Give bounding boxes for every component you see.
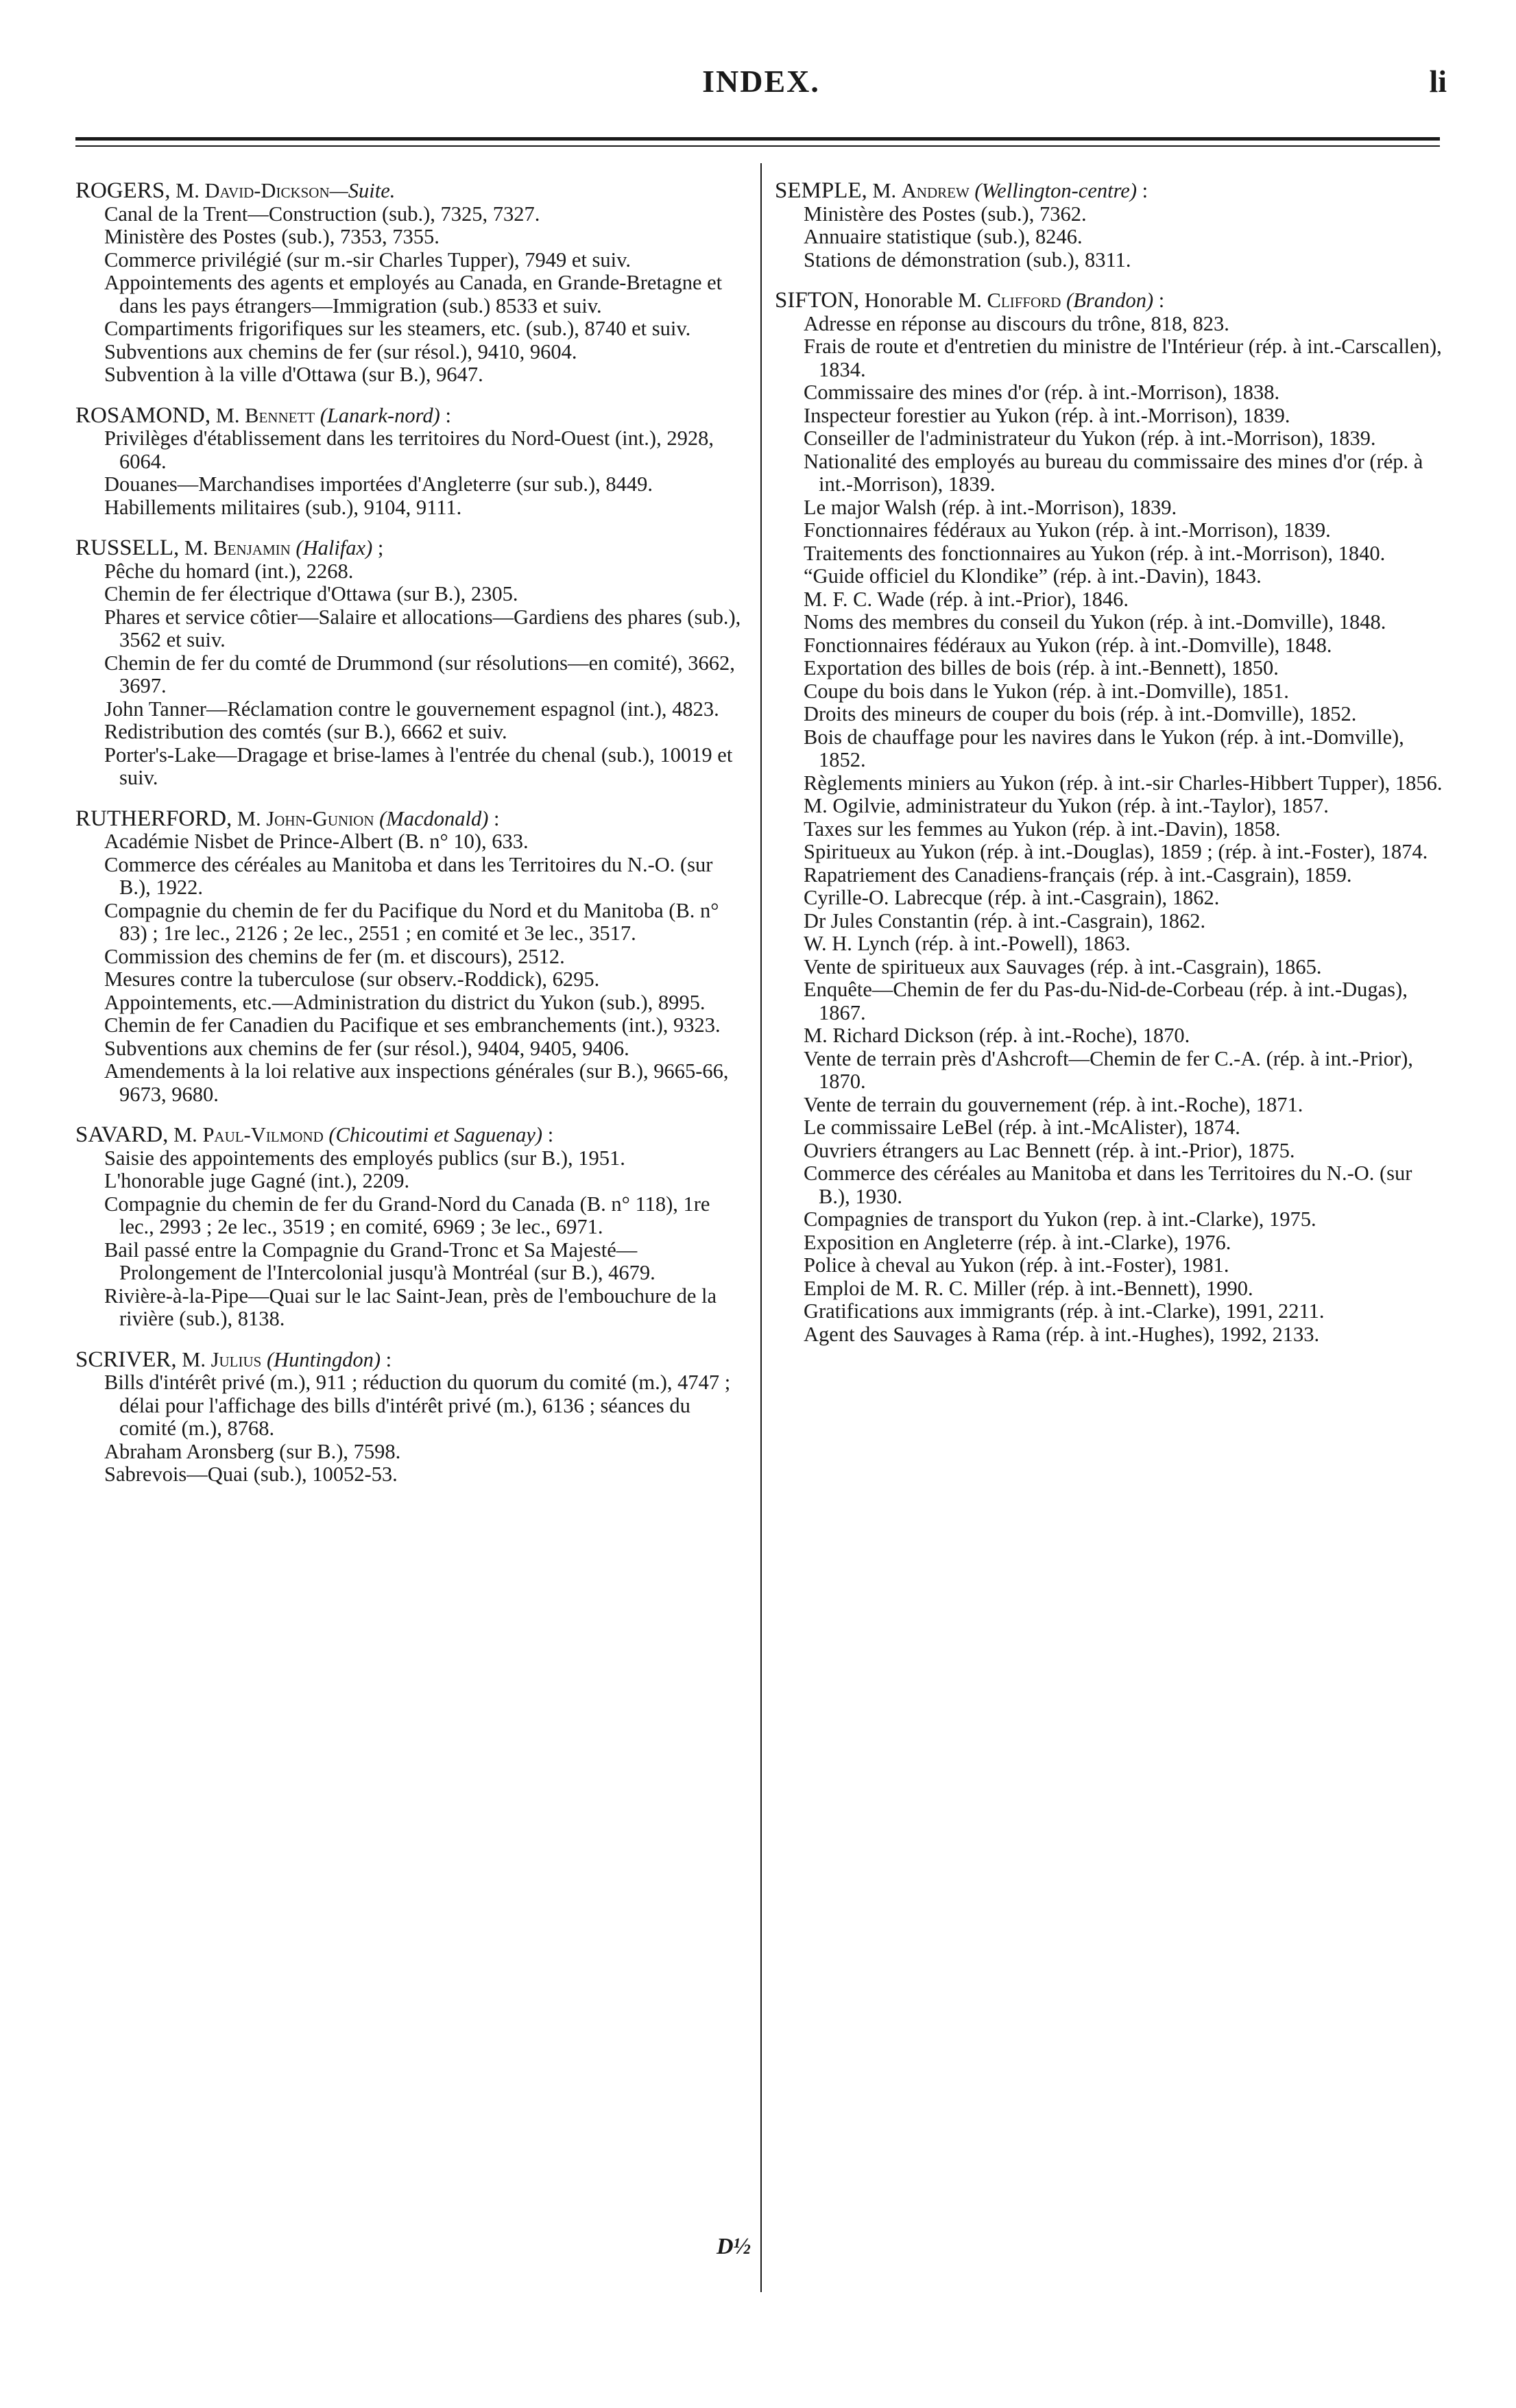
index-item: Conseiller de l'administrateur du Yukon (rép. à int.-Morrison), 1839. xyxy=(804,426,1376,450)
index-item: M. Ogilvie, administrateur du Yukon (rép. à int.-Taylor), 1857. xyxy=(804,794,1329,817)
index-item: Compagnie du chemin de fer du Grand-Nord du Canada (B. n° 118), 1re lec., 2993 ; 2e lec., 3519 ; en comité, 6969 ; 3e lec., 6971. xyxy=(104,1192,710,1238)
index-item: Adresse en réponse au discours du trône, 818, 823. xyxy=(804,311,1229,335)
page-header xyxy=(75,63,1447,118)
heading-suffix: ; xyxy=(372,536,384,559)
member-riding: (Wellington-centre) xyxy=(974,179,1138,202)
member-heading xyxy=(75,1124,747,1147)
member-given-name: Andrew xyxy=(901,179,970,202)
index-item: Rivière-à-la-Pipe—Quai sur le lac Saint-Jean, près de l'embouchure de la rivière (sub.), 8138. xyxy=(104,1284,717,1330)
member-given-name: Benjamin xyxy=(213,536,291,559)
index-item: Appointements, etc.—Administration du district du Yukon (sub.), 8995. xyxy=(104,990,706,1014)
index-entry xyxy=(775,180,1443,272)
member-surname: ROGERS, xyxy=(75,178,171,203)
index-entry xyxy=(75,402,747,520)
index-item: M. Richard Dickson (rép. à int.-Roche), 1870. xyxy=(804,1024,1190,1047)
index-item: Phares et service côtier—Salaire et allocations—Gardiens des phares (sub.), 3562 et suiv. xyxy=(104,605,741,651)
member-given-name: David-Dickson xyxy=(204,179,330,202)
index-item: Traitements des fonctionnaires au Yukon (rép. à int.-Morrison), 1840. xyxy=(804,541,1386,565)
index-item: Appointements des agents et employés au Canada, en Grande-Bretagne et dans les pays étrangers—Immigration (sub.) 8533 et suiv. xyxy=(104,271,723,317)
member-surname: SCRIVER, xyxy=(75,1347,177,1372)
member-surname: RUTHERFORD, xyxy=(75,806,232,831)
member-honorific: M. xyxy=(872,179,897,202)
index-item: Rapatriement des Canadiens-français (rép. à int.-Casgrain), 1859. xyxy=(804,863,1352,887)
index-item: Douanes—Marchandises importées d'Angleterre (sur sub.), 8449. xyxy=(104,472,653,496)
index-item: Taxes sur les femmes au Yukon (rép. à int.-Davin), 1858. xyxy=(804,817,1281,841)
member-surname: ROSAMOND, xyxy=(75,402,211,428)
header-rule-thin xyxy=(75,145,1440,147)
index-item: Bois de chauffage pour les navires dans le Yukon (rép. à int.-Domville), 1852. xyxy=(804,725,1404,771)
index-entry xyxy=(75,1349,747,1486)
member-riding: (Chicoutimi et Saguenay) xyxy=(328,1123,543,1146)
member-given-name: Paul-Vilmond xyxy=(202,1123,324,1146)
index-item: Redistribution des comtés (sur B.), 6662 et suiv. xyxy=(104,720,507,743)
index-item: Abraham Aronsberg (sur B.), 7598. xyxy=(104,1439,401,1463)
index-item: Dr Jules Constantin (rép. à int.-Casgrain), 1862. xyxy=(804,908,1206,932)
index-item: Commerce des céréales au Manitoba et dans les Territoires du N.-O. (sur B.), 1930. xyxy=(804,1161,1412,1208)
index-item: Nationalité des employés au bureau du commissaire des mines d'or (rép. à int.-Morrison), 1839. xyxy=(804,449,1423,496)
member-riding: (Macdonald) xyxy=(379,806,489,830)
index-item: Inspecteur forestier au Yukon (rép. à int.-Morrison), 1839. xyxy=(804,403,1290,427)
heading-suffix: : xyxy=(440,403,451,427)
heading-suffix: : xyxy=(1137,179,1148,202)
index-item: Canal de la Trent—Construction (sub.), 7325, 7327. xyxy=(104,202,540,226)
left-column xyxy=(75,180,747,1504)
index-item: W. H. Lynch (rép. à int.-Powell), 1863. xyxy=(804,932,1131,955)
member-heading xyxy=(75,180,747,203)
index-item: John Tanner—Réclamation contre le gouvernement espagnol (int.), 4823. xyxy=(104,697,719,721)
member-given-name: Clifford xyxy=(987,289,1061,312)
index-item: Commerce des céréales au Manitoba et dans les Territoires du N.-O. (sur B.), 1922. xyxy=(104,852,713,899)
member-heading xyxy=(75,808,747,831)
index-item: Stations de démonstration (sub.), 8311. xyxy=(804,248,1131,272)
index-item: Pêche du homard (int.), 2268. xyxy=(104,559,354,583)
member-surname: RUSSELL, xyxy=(75,535,180,560)
index-item: Habillements militaires (sub.), 9104, 9111. xyxy=(104,495,462,519)
index-item: Emploi de M. R. C. Miller (rép. à int.-Bennett), 1990. xyxy=(804,1276,1253,1300)
index-item: Commission des chemins de fer (m. et discours), 2512. xyxy=(104,944,565,968)
index-item: Fonctionnaires fédéraux au Yukon (rép. à int.-Morrison), 1839. xyxy=(804,518,1331,542)
member-surname: SIFTON, xyxy=(775,288,860,313)
page-number: li xyxy=(1429,64,1447,99)
member-given-name: Julius xyxy=(210,1347,262,1371)
index-item: Annuaire statistique (sub.), 8246. xyxy=(804,225,1083,248)
index-item: Mesures contre la tuberculose (sur observ.-Roddick), 6295. xyxy=(104,967,600,991)
index-item: Ouvriers étrangers au Lac Bennett (rép. à int.-Prior), 1875. xyxy=(804,1138,1295,1162)
index-item: Vente de terrain près d'Ashcroft—Chemin de fer C.-A. (rép. à int.-Prior), 1870. xyxy=(804,1046,1413,1093)
member-heading xyxy=(775,289,1443,313)
right-column xyxy=(775,180,1443,1364)
page-title: INDEX. xyxy=(702,64,820,99)
member-heading xyxy=(775,180,1443,203)
member-heading xyxy=(75,537,747,560)
index-item: Chemin de fer du comté de Drummond (sur résolutions—en comité), 3662, 3697. xyxy=(104,651,735,697)
index-item: Chemin de fer Canadien du Pacifique et ses embranchements (int.), 9323. xyxy=(104,1013,721,1037)
index-entry xyxy=(75,1124,747,1331)
member-riding: (Brandon) xyxy=(1066,289,1154,312)
index-item: Académie Nisbet de Prince-Albert (B. n° 10), 633. xyxy=(104,830,529,853)
member-heading xyxy=(75,1349,747,1372)
index-item: Bills d'intérêt privé (m.), 911 ; réduction du quorum du comité (m.), 4747 ; délai pour l'affichage des bills d'intérêt privé (m.), 6136 ; séances du comité (m.), 8768. xyxy=(104,1371,731,1440)
member-surname: SAVARD, xyxy=(75,1122,169,1147)
heading-suffix: : xyxy=(488,806,500,830)
signature-mark: D½ xyxy=(717,2234,751,2259)
index-item: Ministère des Postes (sub.), 7362. xyxy=(804,202,1087,226)
index-item: Chemin de fer électrique d'Ottawa (sur B.), 2305. xyxy=(104,582,518,605)
index-item: Subventions aux chemins de fer (sur résol.), 9404, 9405, 9406. xyxy=(104,1036,629,1060)
index-item: Bail passé entre la Compagnie du Grand-Tronc et Sa Majesté—Prolongement de l'Intercolonial jusqu'à Montréal (sur B.), 4679. xyxy=(104,1238,655,1284)
index-item: Vente de terrain du gouvernement (rép. à int.-Roche), 1871. xyxy=(804,1092,1303,1116)
member-riding: (Lanark-nord) xyxy=(320,403,440,427)
member-honorific: M. xyxy=(184,536,208,559)
index-item: Privilèges d'établissement dans les territoires du Nord-Ouest (int.), 2928, 6064. xyxy=(104,426,714,473)
heading-suffix: : xyxy=(1153,289,1165,312)
index-item: Gratifications aux immigrants (rép. à int.-Clarke), 1991, 2211. xyxy=(804,1299,1325,1323)
index-item: Subvention à la ville d'Ottawa (sur B.), 9647. xyxy=(104,363,483,386)
index-item: Cyrille-O. Labrecque (rép. à int.-Casgrain), 1862. xyxy=(804,886,1220,909)
index-item: L'honorable juge Gagné (int.), 2209. xyxy=(104,1169,410,1192)
index-entry xyxy=(75,808,747,1107)
index-item: Le commissaire LeBel (rép. à int.-McAlister), 1874. xyxy=(804,1116,1240,1139)
member-surname: SEMPLE, xyxy=(775,178,867,203)
member-heading xyxy=(75,402,747,428)
member-riding: (Halifax) xyxy=(296,536,373,559)
index-item: Enquête—Chemin de fer du Pas-du-Nid-de-Corbeau (rép. à int.-Dugas), 1867. xyxy=(804,978,1408,1024)
index-item: Agent des Sauvages à Rama (rép. à int.-Hughes), 1992, 2133. xyxy=(804,1322,1320,1346)
member-honorific: M. xyxy=(176,179,200,202)
index-item: Porter's-Lake—Dragage et brise-lames à l'entrée du chenal (sub.), 10019 et suiv. xyxy=(104,743,733,789)
member-given-name: John-Gunion xyxy=(266,806,374,830)
heading-suffix: : xyxy=(381,1347,392,1371)
index-item: Ministère des Postes (sub.), 7353, 7355. xyxy=(104,225,440,248)
member-riding: (Huntingdon) xyxy=(266,1347,381,1371)
index-item: Le major Walsh (rép. à int.-Morrison), 1839. xyxy=(804,495,1177,519)
heading-suffix: —Suite. xyxy=(329,179,396,202)
index-item: M. F. C. Wade (rép. à int.-Prior), 1846. xyxy=(804,587,1129,611)
index-item: Compagnies de transport du Yukon (rep. à int.-Clarke), 1975. xyxy=(804,1207,1316,1231)
member-honorific: M. xyxy=(237,806,261,830)
index-item: Exposition en Angleterre (rép. à int.-Clarke), 1976. xyxy=(804,1230,1231,1254)
index-item: Commissaire des mines d'or (rép. à int.-Morrison), 1838. xyxy=(804,381,1280,404)
index-item: Frais de route et d'entretien du ministre de l'Intérieur (rép. à int.-Carscallen), 1834. xyxy=(804,335,1442,381)
member-honorific: M. xyxy=(173,1123,197,1146)
index-item: Subventions aux chemins de fer (sur résol.), 9410, 9604. xyxy=(104,339,577,363)
column-divider xyxy=(760,163,762,2292)
member-honorific: Honorable M. xyxy=(864,289,982,312)
index-item: Spiritueux au Yukon (rép. à int.-Douglas), 1859 ; (rép. à int.-Foster), 1874. xyxy=(804,840,1428,863)
index-item: Sabrevois—Quai (sub.), 10052-53. xyxy=(104,1462,398,1486)
index-item: Noms des membres du conseil du Yukon (rép. à int.-Domville), 1848. xyxy=(804,610,1386,634)
index-entry xyxy=(75,180,747,387)
index-item: Vente de spiritueux aux Sauvages (rép. à int.-Casgrain), 1865. xyxy=(804,954,1322,978)
index-item: Police à cheval au Yukon (rép. à int.-Foster), 1981. xyxy=(804,1253,1229,1277)
member-honorific: M. xyxy=(182,1347,206,1371)
index-item: Règlements miniers au Yukon (rép. à int.-sir Charles-Hibbert Tupper), 1856. xyxy=(804,771,1443,795)
index-item: Exportation des billes de bois (rép. à int.-Bennett), 1850. xyxy=(804,656,1279,679)
heading-suffix: : xyxy=(542,1123,554,1146)
index-entry xyxy=(75,537,747,790)
index-item: Droits des mineurs de couper du bois (rép. à int.-Domville), 1852. xyxy=(804,702,1357,725)
index-item: “Guide officiel du Klondike” (rép. à int.-Davin), 1843. xyxy=(804,564,1262,588)
member-given-name: Bennett xyxy=(245,403,315,427)
index-item: Compartiments frigorifiques sur les steamers, etc. (sub.), 8740 et suiv. xyxy=(104,317,691,340)
index-item: Saisie des appointements des employés publics (sur B.), 1951. xyxy=(104,1146,625,1170)
index-item: Coupe du bois dans le Yukon (rép. à int.-Domville), 1851. xyxy=(804,679,1289,703)
index-entry xyxy=(775,289,1443,1346)
member-honorific: M. xyxy=(215,403,240,427)
index-item: Fonctionnaires fédéraux au Yukon (rép. à int.-Domville), 1848. xyxy=(804,633,1332,657)
header-rule-thick xyxy=(75,137,1440,141)
index-item: Amendements à la loi relative aux inspections générales (sur B.), 9665-66, 9673, 9680. xyxy=(104,1059,729,1106)
index-item: Commerce privilégié (sur m.-sir Charles Tupper), 7949 et suiv. xyxy=(104,248,631,272)
index-item: Compagnie du chemin de fer du Pacifique du Nord et du Manitoba (B. n° 83) ; 1re lec., 2126 ; 2e lec., 2551 ; en comité et 3e lec., 3517. xyxy=(104,898,719,945)
